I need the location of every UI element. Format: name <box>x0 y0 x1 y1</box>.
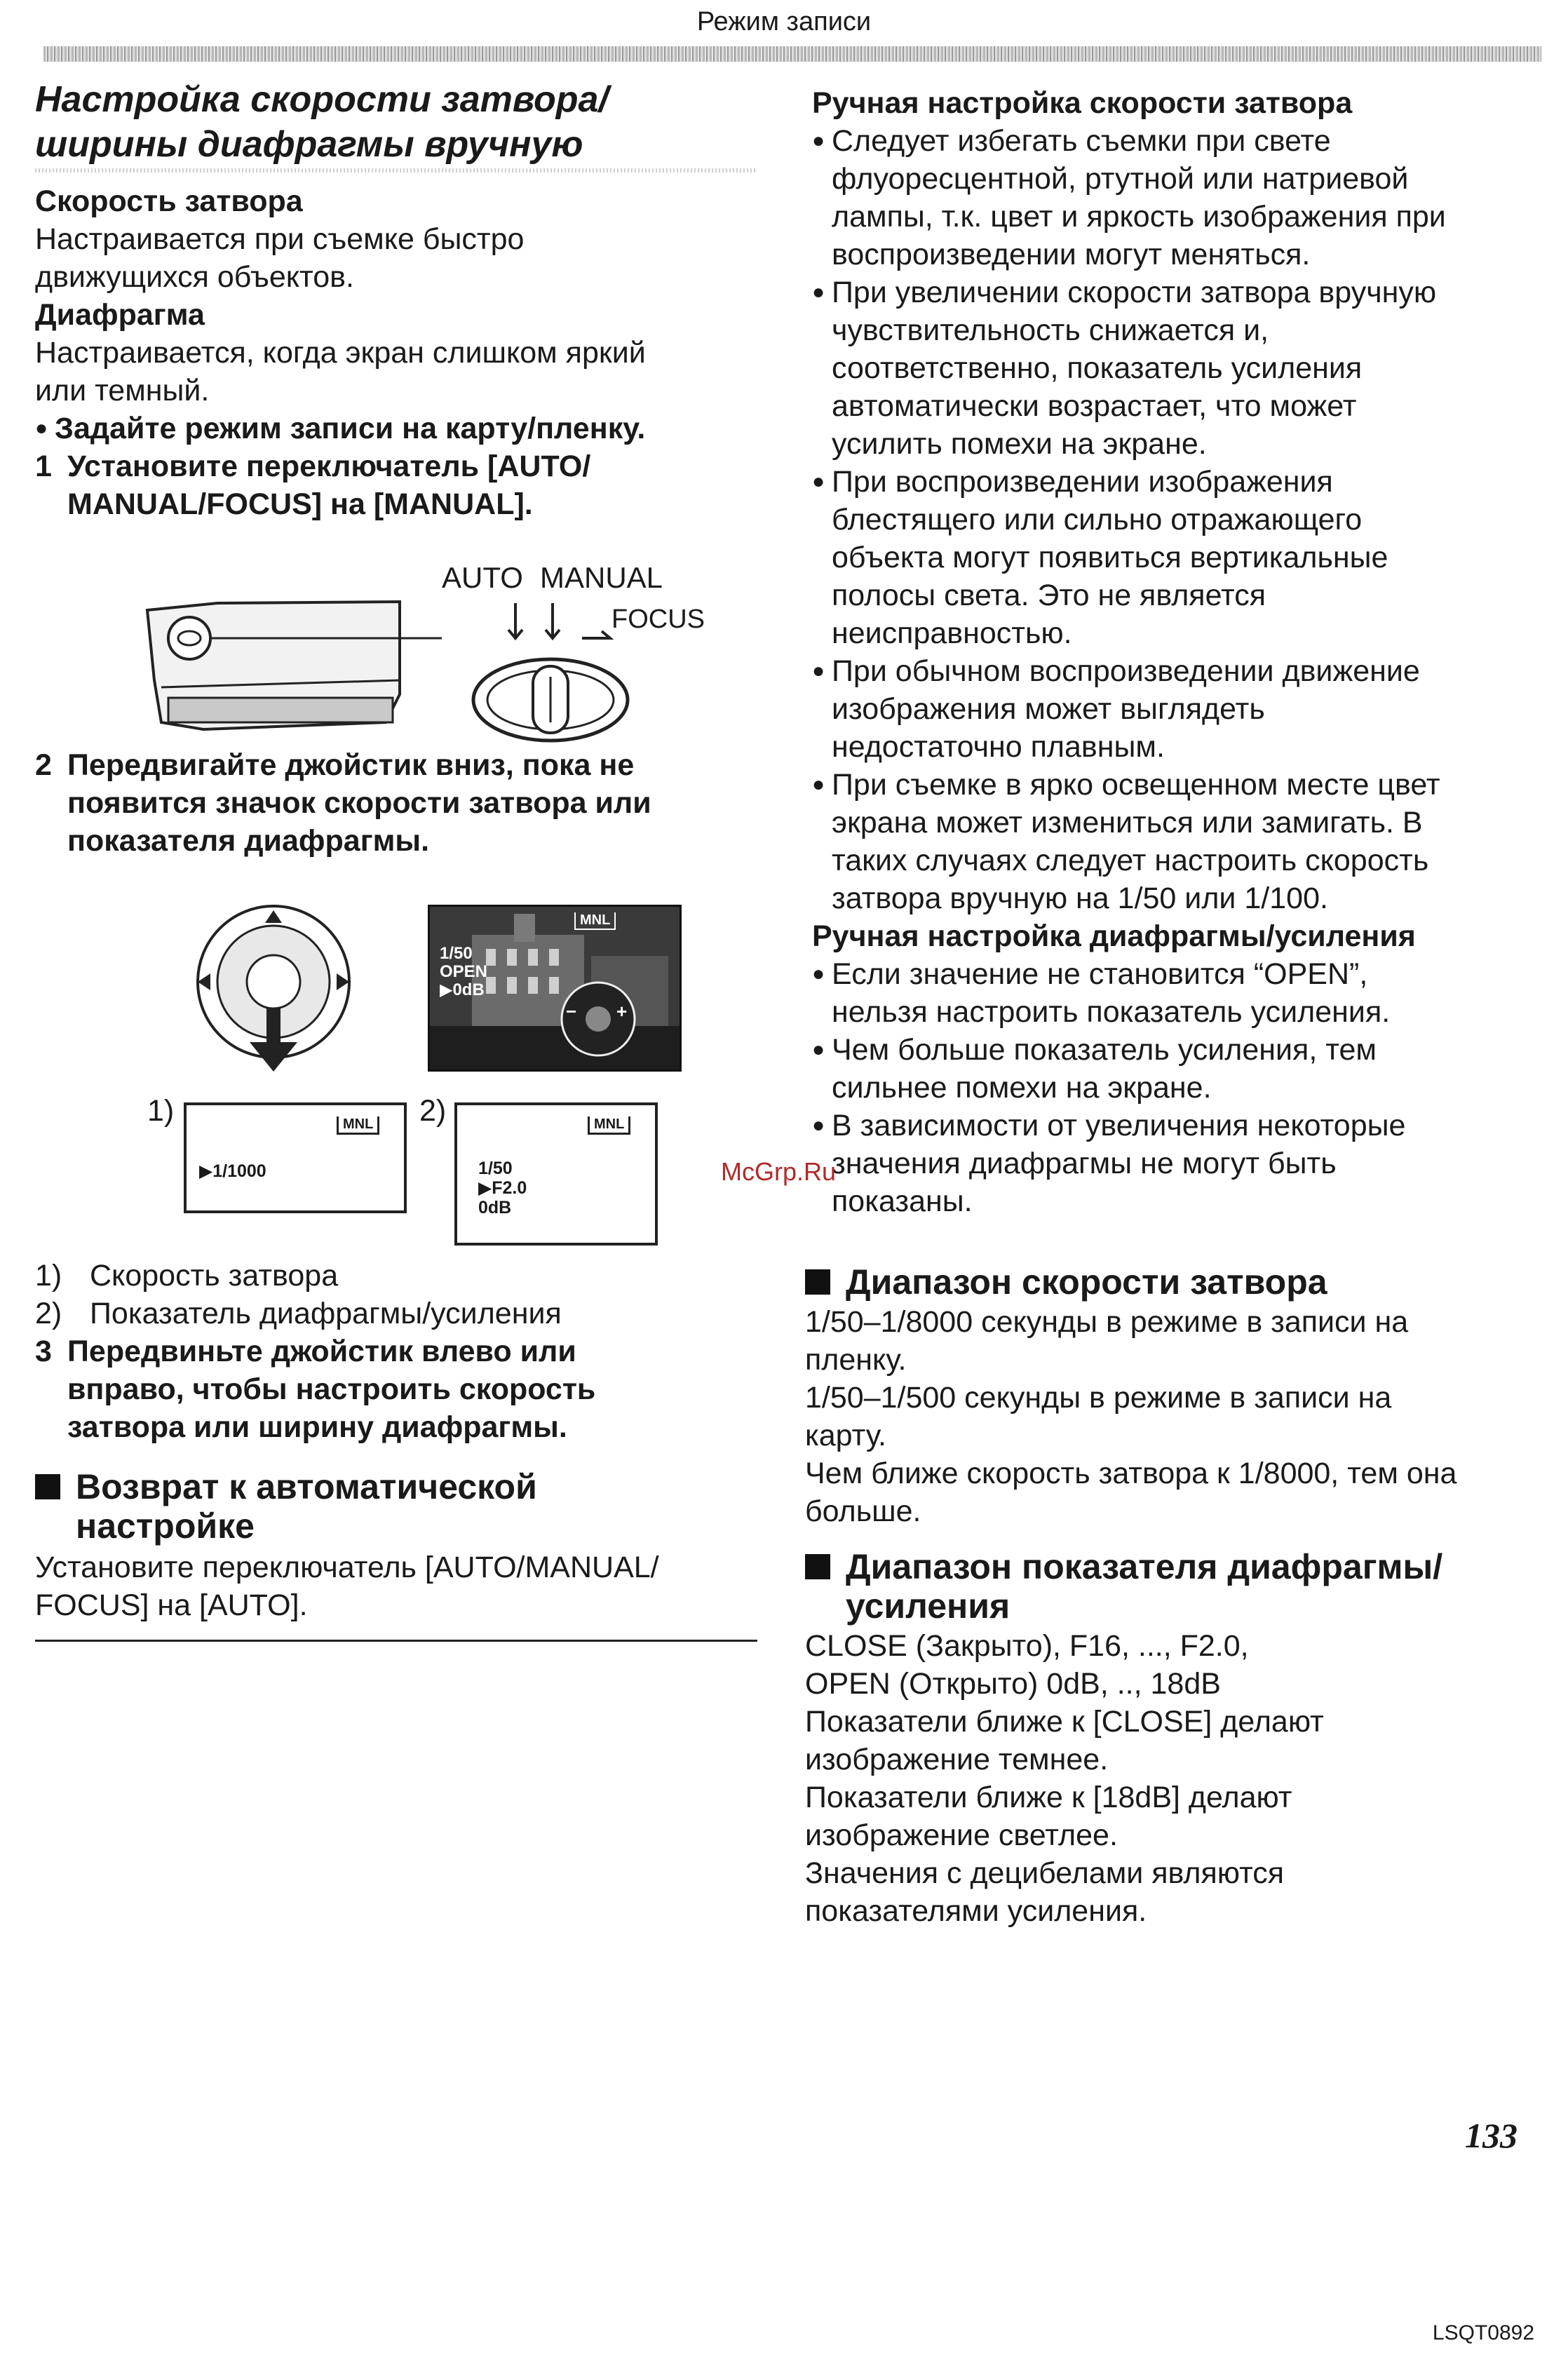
bullet-dot-icon: ● <box>812 470 825 493</box>
iris-gain-readout <box>478 1159 527 1217</box>
bullet-line: воспроизведении могут меняться. <box>832 238 1311 271</box>
heading-line: Возврат к автоматической <box>76 1467 537 1506</box>
text-line: Показатели ближе к [18dB] делают <box>805 1781 1292 1814</box>
osd-line: OPEN <box>440 962 488 981</box>
bullet-dot-icon: ● <box>812 773 825 796</box>
text-line: показателями усиления. <box>805 1894 1147 1928</box>
bullet-line: полосы света. Это не является <box>832 579 1266 612</box>
mnl-badge: MNL <box>337 1116 379 1135</box>
manual-iris-heading: Ручная настройка диафрагмы/усиления <box>812 919 1416 953</box>
joystick-illustration <box>182 905 365 1073</box>
bullet-line: При обычном воспроизведении движение <box>832 654 1420 688</box>
page-title-line1: Настройка скорости затвора/ <box>35 79 609 120</box>
switch-label-focus: FOCUS <box>611 605 705 634</box>
text-line: Показатели ближе к [CLOSE] делают <box>805 1705 1324 1739</box>
iris-bullet-list <box>812 955 1541 1220</box>
bullet-line: неисправностью. <box>832 616 1072 650</box>
legend-item <box>35 1257 757 1295</box>
bullet-line: Следует избегать съемки при свете <box>832 124 1331 158</box>
return-auto-text <box>35 1548 757 1624</box>
shutter-range-heading <box>805 1262 1534 1302</box>
minus-icon: − <box>566 1001 577 1022</box>
bullet-line: Чем больше показатель усиления, тем <box>832 1033 1377 1067</box>
heading-line: настройке <box>76 1506 255 1546</box>
prep-bullet-text: Задайте режим записи на карту/пленку. <box>55 412 646 445</box>
shutter-text <box>35 220 757 296</box>
step-line: Установите переключатель [AUTO/ <box>67 450 591 483</box>
osd-line: ▶0dB <box>440 980 485 999</box>
step-1 <box>35 447 757 523</box>
bullet-dot-icon: ● <box>812 1114 825 1137</box>
step-3 <box>35 1332 757 1446</box>
bullet-line: показаны. <box>832 1185 973 1218</box>
iris-text-line: или темный. <box>35 374 210 407</box>
mnl-badge: MNL <box>574 912 616 930</box>
bullet-item <box>812 122 1541 274</box>
heading-line: усиления <box>846 1586 1011 1626</box>
switch-label-auto: AUTO <box>442 561 523 594</box>
bullet-text <box>832 955 1390 1031</box>
shutter-text-line: Настраивается при съемке быстро <box>35 222 525 256</box>
bullet-item <box>812 955 1541 1031</box>
iris-text-line: Настраивается, когда экран слишком яркий <box>35 336 646 370</box>
text-line: изображение темнее. <box>805 1743 1109 1776</box>
shutter-text-line: движущихся объектов. <box>35 260 354 294</box>
bullet-line: флуоресцентной, ртутной или натриевой <box>832 162 1409 196</box>
iris-range-heading <box>805 1547 1534 1626</box>
step-1-text <box>67 447 590 523</box>
osd-line: 0dB <box>478 1198 512 1217</box>
bullet-line: сильнее помехи на экране. <box>832 1071 1212 1105</box>
text-line: Значения с децибелами являются <box>805 1856 1285 1890</box>
bullet-line: нельзя настроить показатель усиления. <box>832 995 1391 1029</box>
shutter-range-text <box>805 1303 1534 1530</box>
legend-number: 2) <box>35 1297 62 1330</box>
bullet-line: таких случаях следует настроить скорость <box>832 844 1429 877</box>
bullet-dot-icon: ● <box>812 281 825 304</box>
bullet-item <box>812 652 1541 766</box>
bullet-line: экрана может измениться или замигать. В <box>832 806 1423 839</box>
plus-icon: + <box>616 1001 628 1022</box>
header-rule <box>43 46 1541 62</box>
bullet-text <box>832 463 1388 652</box>
text-line: FOCUS] на [AUTO]. <box>35 1588 308 1622</box>
bullet-line: При увеличении скорости затвора вручную <box>832 276 1437 309</box>
step-3-text <box>67 1332 595 1446</box>
bullet-item <box>812 463 1541 652</box>
bullet-line: При съемке в ярко освещенном месте цвет <box>832 768 1440 802</box>
bullet-line: блестящего или сильно отражающего <box>832 503 1363 536</box>
text-line: CLOSE (Закрыто), F16, ..., F2.0, <box>805 1629 1249 1663</box>
bullet-text <box>832 1107 1405 1220</box>
iris-heading: Диафрагма <box>35 298 205 332</box>
bullet-line: чувствительность снижается и, <box>832 313 1269 347</box>
step-line: показателя диафрагмы. <box>67 824 430 858</box>
step-line: затвора или ширину диафрагмы. <box>67 1410 567 1444</box>
legend-text: Показатель диафрагмы/усиления <box>90 1297 562 1330</box>
bullet-item <box>812 274 1541 463</box>
switch-label-manual: MANUAL <box>540 561 663 594</box>
bullet-dot-icon: ● <box>812 129 825 152</box>
step-number: 3 <box>35 1335 52 1368</box>
bullet-line: В зависимости от увеличения некоторые <box>832 1109 1406 1142</box>
text-line: Чем ближе скорость затвора к 1/8000, тем она <box>805 1457 1457 1490</box>
text-line: больше. <box>805 1494 921 1528</box>
title-underline <box>35 168 757 173</box>
legend-item <box>35 1295 757 1332</box>
page-number: 133 <box>1465 2116 1518 2155</box>
bullet-item <box>812 1107 1541 1220</box>
text-line: карту. <box>805 1419 886 1452</box>
shutter-bullet-list <box>812 122 1541 917</box>
screen-1-label: 1) <box>147 1094 175 1128</box>
bullet-text <box>832 766 1440 917</box>
iris-text <box>35 334 757 410</box>
watermark: McGrp.Ru <box>721 1157 837 1186</box>
lcd-photo-illustration <box>428 905 682 1072</box>
step-line: вправо, чтобы настроить скорость <box>67 1372 596 1406</box>
bullet-dot-icon: ● <box>812 962 825 985</box>
bullet-line: соответственно, показатель усиления <box>832 351 1363 385</box>
step-line: MANUAL/FOCUS] на [MANUAL]. <box>67 487 533 521</box>
return-heading-text <box>76 1467 537 1546</box>
lcd-osd-readout <box>440 945 487 999</box>
shutter-heading: Скорость затвора <box>35 184 303 218</box>
model-code: LSQT0892 <box>1432 2321 1534 2344</box>
prep-bullet <box>35 410 757 447</box>
step-line: Передвигайте джойстик вниз, пока не <box>67 748 635 782</box>
text-line: изображение светлее. <box>805 1818 1118 1852</box>
bullet-item <box>812 766 1541 917</box>
section-square-icon <box>805 1554 830 1579</box>
step-number: 1 <box>35 450 52 483</box>
heading-text <box>846 1547 1442 1626</box>
page-title-line2: ширины диафрагмы вручную <box>35 124 583 165</box>
iris-range-text <box>805 1627 1534 1930</box>
shutter-value: ▶1/1000 <box>199 1161 266 1181</box>
legend-text: Скорость затвора <box>90 1259 339 1293</box>
screen-2-display <box>454 1102 658 1246</box>
bullet-line: автоматически возрастает, что может <box>832 389 1357 423</box>
screen-2-label: 2) <box>419 1094 447 1128</box>
osd-line: 1/50 <box>440 944 473 963</box>
bullet-line: объекта могут появиться вертикальные <box>832 541 1388 574</box>
section-square-icon <box>805 1269 830 1295</box>
bullet-dot-icon: ● <box>35 417 48 440</box>
bullet-line: При воспроизведении изображения <box>832 465 1333 499</box>
bullet-line: изображения может выглядеть <box>832 692 1265 726</box>
camera-switch-illustration <box>133 561 722 750</box>
bullet-text <box>832 1031 1377 1107</box>
osd-line: ▶F2.0 <box>478 1178 527 1198</box>
section-square-icon <box>35 1474 60 1499</box>
manual-shutter-heading: Ручная настройка скорости затвора <box>812 86 1353 120</box>
step-2 <box>35 746 757 860</box>
heading-line: Диапазон показателя диафрагмы/ <box>846 1547 1443 1586</box>
text-line: пленку. <box>805 1343 907 1377</box>
screen-1-display <box>184 1102 407 1213</box>
mnl-badge: MNL <box>588 1116 630 1135</box>
bullet-text <box>832 274 1436 463</box>
section-header: Режим записи <box>696 7 872 36</box>
step-2-text <box>67 746 651 860</box>
step-line: Передвиньте джойстик влево или <box>67 1335 576 1368</box>
heading-text: Диапазон скорости затвора <box>846 1262 1327 1302</box>
step-line: появится значок скорости затвора или <box>67 786 651 820</box>
joystick-icon <box>182 905 365 1073</box>
bullet-text <box>832 122 1446 274</box>
bullet-dot-icon: ● <box>812 1038 825 1061</box>
text-line: OPEN (Открыто) 0dB, .., 18dB <box>805 1667 1221 1701</box>
bullet-line: усилить помехи на экране. <box>832 427 1207 461</box>
bullet-line: Если значение не становится “OPEN”, <box>832 957 1368 991</box>
text-line: 1/50–1/500 секунды в режиме в записи на <box>805 1381 1392 1415</box>
step-number: 2 <box>35 748 52 782</box>
bullet-item <box>812 1031 1541 1107</box>
legend-number: 1) <box>35 1259 62 1293</box>
bullet-line: затвора вручную на 1/50 или 1/100. <box>832 882 1328 915</box>
osd-line: 1/50 <box>478 1159 513 1178</box>
text-line: Установите переключатель [AUTO/MANUAL/ <box>35 1551 659 1584</box>
return-auto-heading <box>35 1467 757 1546</box>
section-divider <box>35 1640 757 1642</box>
text-line: 1/50–1/8000 секунды в режиме в записи на <box>805 1305 1409 1339</box>
bullet-line: значения диафрагмы не могут быть <box>832 1147 1337 1180</box>
bullet-line: лампы, т.к. цвет и яркость изображения при <box>832 200 1446 234</box>
bullet-line: недостаточно плавным. <box>832 730 1165 764</box>
bullet-text <box>832 652 1420 766</box>
bullet-dot-icon: ● <box>812 659 825 682</box>
